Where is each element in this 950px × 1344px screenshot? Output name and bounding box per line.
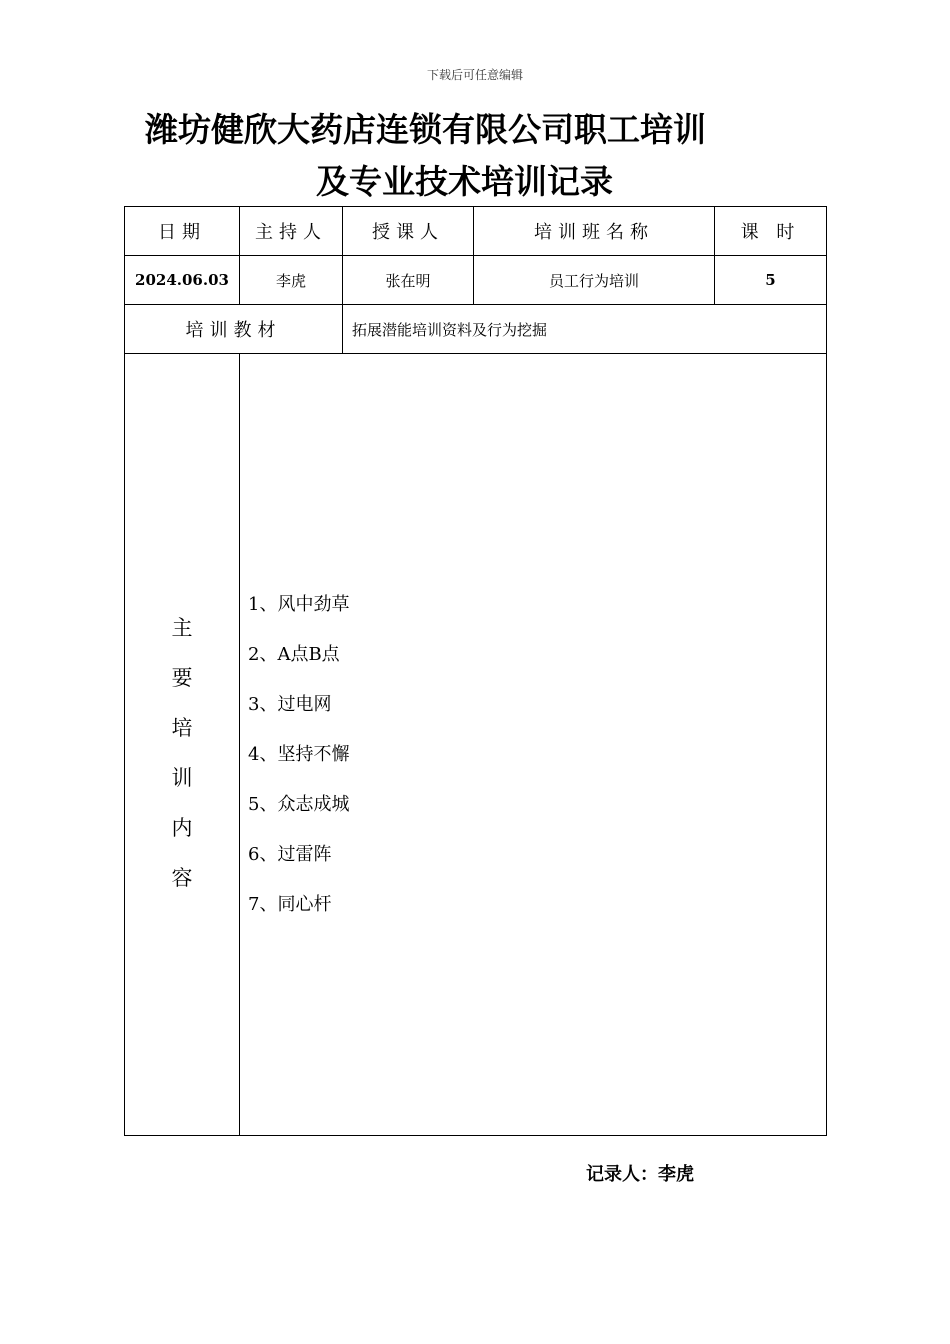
recorder: 记录人：李虎	[586, 1164, 694, 1185]
header-note: 下载后可任意编辑	[426, 68, 523, 82]
list-item: 7、同心杆	[248, 894, 332, 915]
cell-date: 2024.06.03	[125, 256, 240, 305]
table-data-row	[125, 256, 827, 305]
content-label-char: 容	[171, 866, 193, 890]
cell-host: 李虎	[240, 256, 343, 305]
cell-hours: 5	[715, 256, 827, 305]
list-item: 4、坚持不懈	[248, 744, 350, 765]
list-item: 3、过电网	[248, 694, 332, 715]
content-label	[125, 354, 239, 903]
list-item: 2、A点B点	[248, 644, 340, 665]
list-item: 6、过雷阵	[248, 844, 332, 865]
content-label-char: 训	[171, 766, 193, 790]
cell-lecturer: 张在明	[343, 256, 474, 305]
page-title-line1: 潍坊健欣大药店连锁有限公司职工培训	[145, 110, 706, 149]
content-label-char: 培	[171, 716, 193, 740]
header-hours: 课 时	[715, 207, 827, 256]
cell-class-name: 员工行为培训	[474, 256, 715, 305]
content-body-cell	[240, 354, 827, 1136]
content-list	[248, 354, 826, 930]
header-class-name: 培训班名称	[474, 207, 715, 256]
material-label: 培训教材	[125, 305, 343, 354]
header-host: 主持人	[240, 207, 343, 256]
content-label-char: 要	[171, 666, 193, 690]
content-row	[125, 354, 827, 1136]
page-title-line2: 及专业技术培训记录	[316, 162, 613, 201]
material-value: 拓展潜能培训资料及行为挖掘	[343, 305, 827, 354]
header-lecturer: 授课人	[343, 207, 474, 256]
list-item: 5、众志成城	[248, 794, 350, 815]
material-row	[125, 305, 827, 354]
content-label-char: 主	[171, 616, 193, 640]
training-record-table	[124, 206, 827, 1136]
list-item: 1、风中劲草	[248, 594, 350, 615]
table-header-row	[125, 207, 827, 256]
content-label-cell	[125, 354, 240, 1136]
header-date: 日期	[125, 207, 240, 256]
content-label-char: 内	[171, 816, 193, 840]
